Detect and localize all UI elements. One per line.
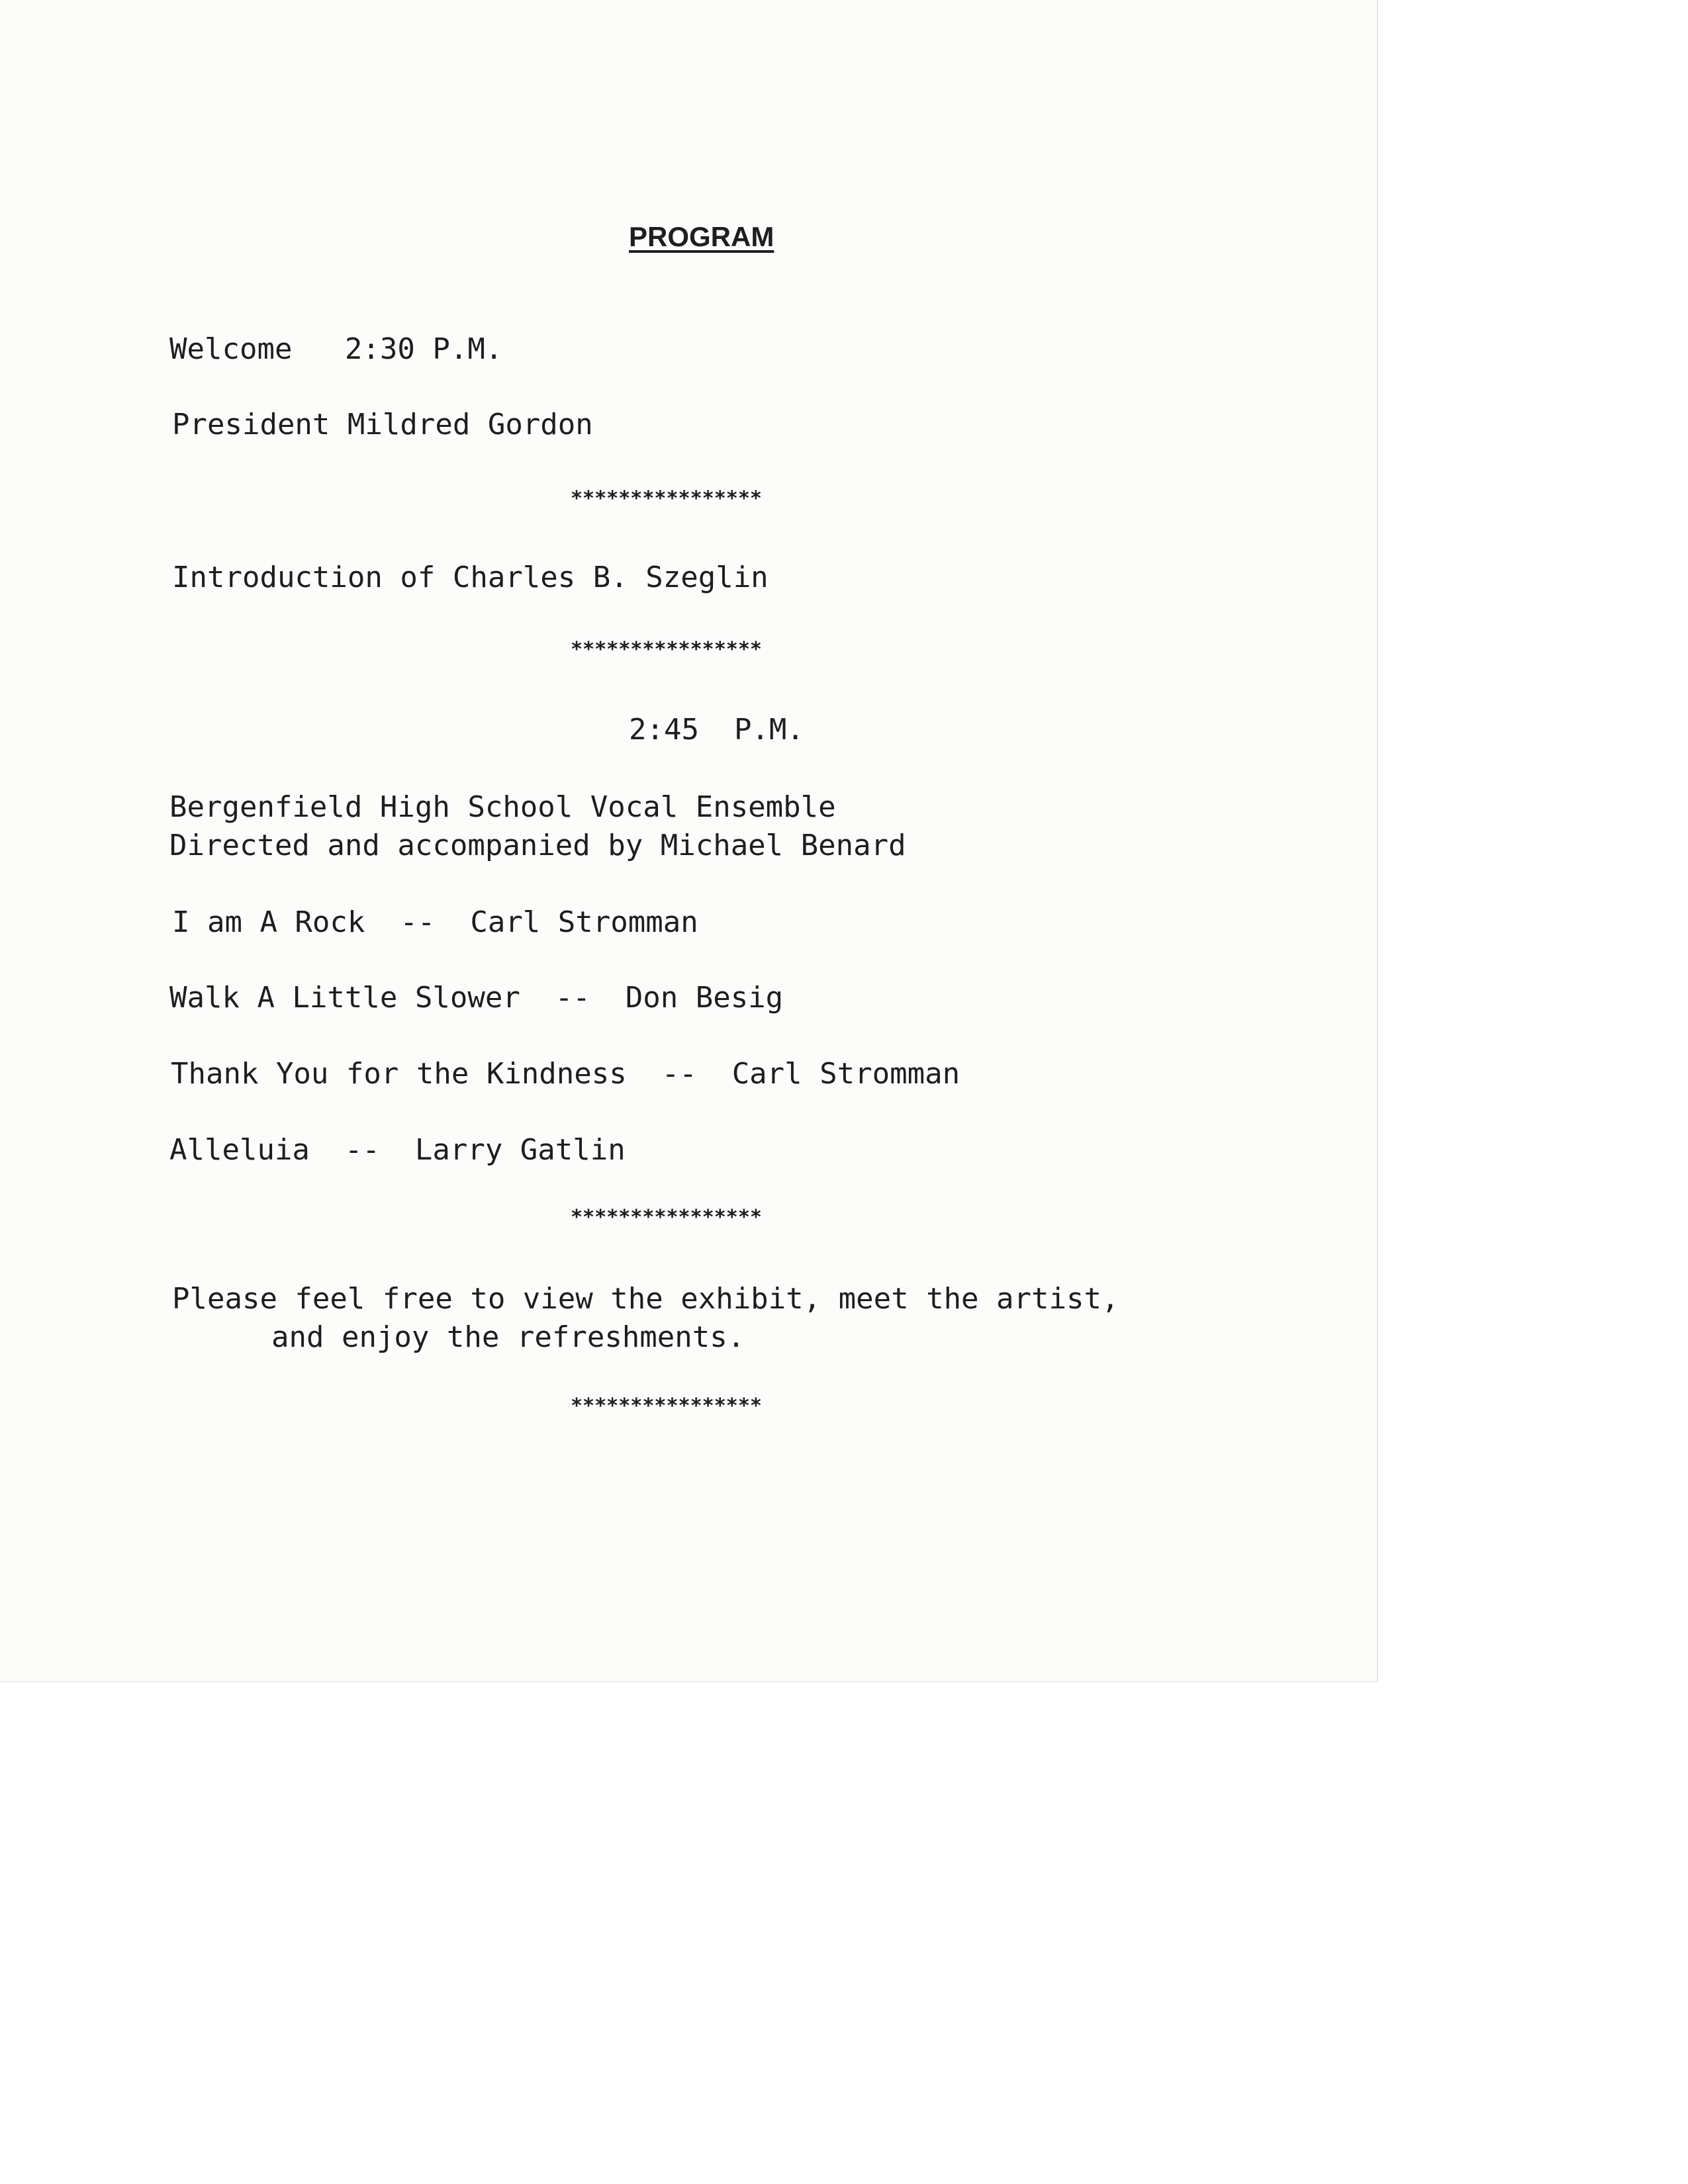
closing-line-1: Please feel free to view the exhibit, meet the artist,: [172, 1282, 1119, 1316]
introduction-line: Introduction of Charles B. Szeglin: [172, 561, 769, 594]
song-item: Alleluia -- Larry Gatlin: [169, 1133, 626, 1167]
song-item: Thank You for the Kindness -- Carl Stromman: [171, 1057, 961, 1091]
divider-1: ****************: [571, 487, 762, 510]
song-item: Walk A Little Slower -- Don Besig: [169, 981, 784, 1015]
program-title: PROGRAM: [629, 221, 774, 252]
divider-3: ****************: [571, 1206, 762, 1229]
song-item: I am A Rock -- Carl Stromman: [172, 905, 698, 939]
closing-line-2: and enjoy the refreshments.: [271, 1320, 745, 1354]
welcome-line: Welcome 2:30 P.M.: [169, 332, 503, 366]
second-time: 2:45 P.M.: [629, 713, 804, 747]
ensemble-name: Bergenfield High School Vocal Ensemble: [169, 790, 836, 824]
divider-2: ****************: [571, 638, 762, 661]
president-line: President Mildred Gordon: [172, 408, 593, 441]
ensemble-director: Directed and accompanied by Michael Benard: [169, 829, 906, 862]
divider-4: ****************: [571, 1394, 762, 1418]
